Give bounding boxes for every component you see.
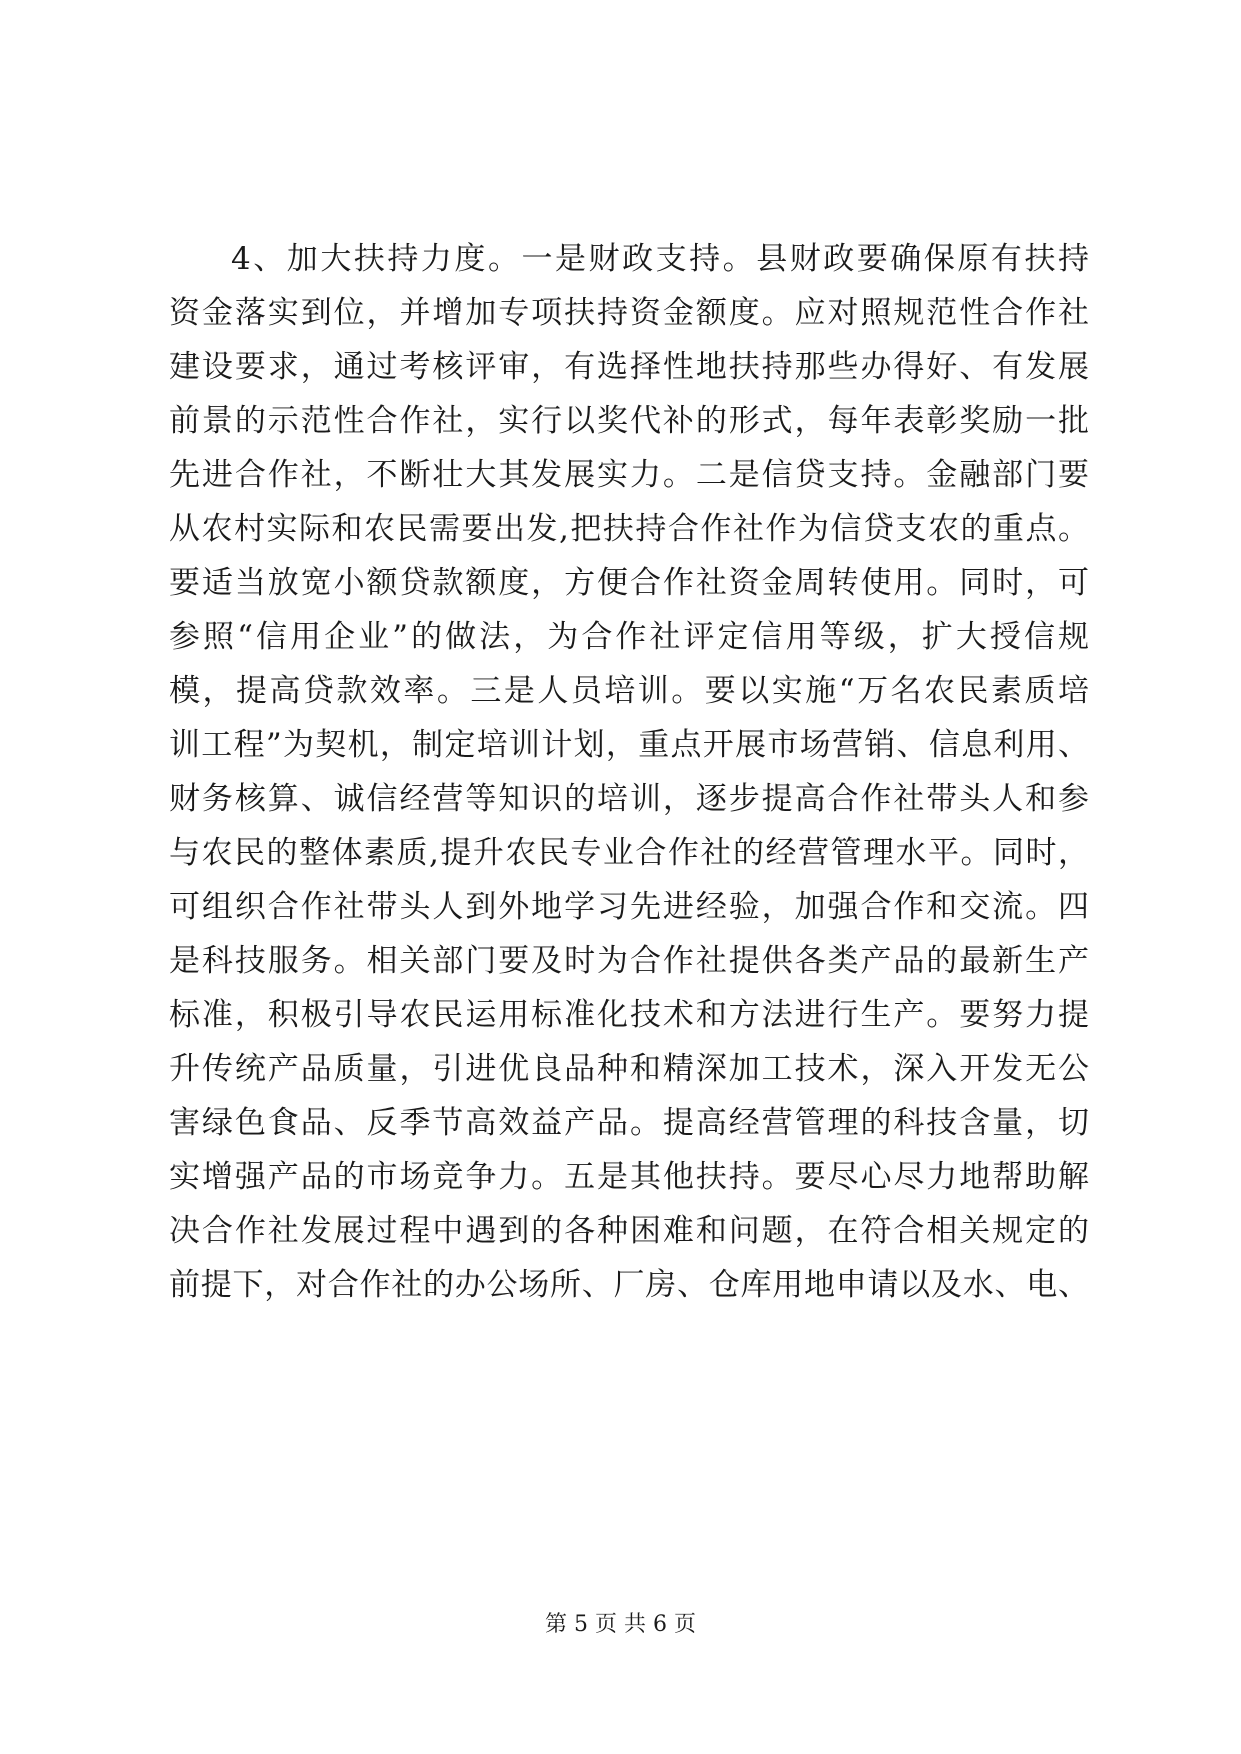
text-line-16: 升传统产品质量，引进优良品种和精深加工技术，深入开发无公 (169, 1051, 1089, 1087)
text-line-8: 参照“信用企业”的做法，为合作社评定信用等级，扩大授信规 (169, 619, 1089, 655)
text-line-10: 训工程”为契机，制定培训计划，重点开展市场营销、信息利用、 (169, 727, 1089, 763)
text-line-4: 前景的示范性合作社，实行以奖代补的形式，每年表彰奖励一批 (169, 403, 1089, 439)
text-line-6: 从农村实际和农民需要出发,把扶持合作社作为信贷支农的重点。 (169, 511, 1089, 547)
text-line-17: 害绿色食品、反季节高效益产品。提高经营管理的科技含量，切 (169, 1105, 1089, 1141)
text-line-2: 资金落实到位，并增加专项扶持资金额度。应对照规范性合作社 (169, 295, 1089, 331)
text-line-15: 标准，积极引导农民运用标准化技术和方法进行生产。要努力提 (169, 997, 1089, 1033)
text-line-1: 4、加大扶持力度。一是财政支持。县财政要确保原有扶持 (231, 241, 1089, 277)
text-line-11: 财务核算、诚信经营等知识的培训，逐步提高合作社带头人和参 (169, 781, 1089, 817)
text-line-18: 实增强产品的市场竞争力。五是其他扶持。要尽心尽力地帮助解 (169, 1159, 1089, 1195)
page-number-footer: 第 5 页 共 6 页 (545, 1612, 696, 1637)
body-paragraph (169, 232, 1089, 1312)
text-line-5: 先进合作社，不断壮大其发展实力。二是信贷支持。金融部门要 (169, 457, 1089, 493)
text-line-14: 是科技服务。相关部门要及时为合作社提供各类产品的最新生产 (169, 943, 1089, 979)
text-line-20: 前提下，对合作社的办公场所、厂房、仓库用地申请以及水、电、 (169, 1267, 1089, 1303)
text-line-13: 可组织合作社带头人到外地学习先进经验，加强合作和交流。四 (169, 889, 1089, 925)
text-line-19: 决合作社发展过程中遇到的各种困难和问题，在符合相关规定的 (169, 1213, 1089, 1249)
text-line-3: 建设要求，通过考核评审，有选择性地扶持那些办得好、有发展 (169, 349, 1089, 385)
text-line-7: 要适当放宽小额贷款额度，方便合作社资金周转使用。同时，可 (169, 565, 1089, 601)
text-line-12: 与农民的整体素质,提升农民专业合作社的经营管理水平。同时， (169, 835, 1089, 871)
text-line-9: 模，提高贷款效率。三是人员培训。要以实施“万名农民素质培 (169, 673, 1089, 709)
